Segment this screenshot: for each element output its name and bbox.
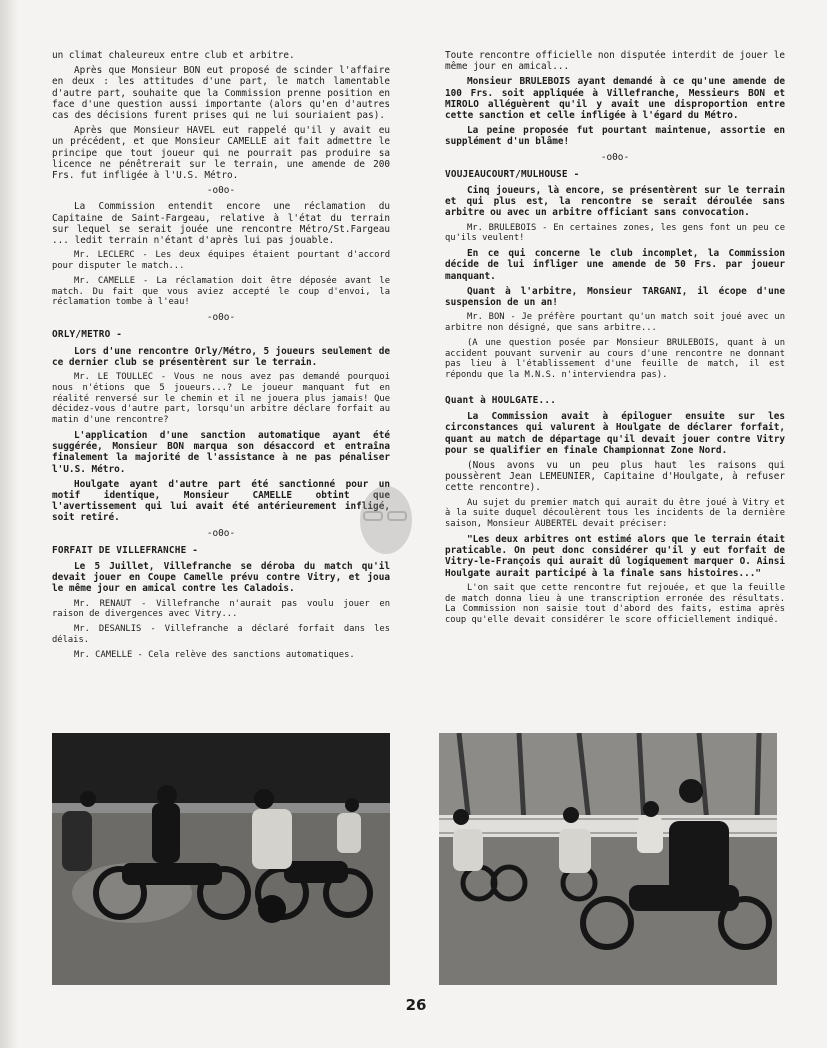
watermark-portrait (350, 478, 422, 568)
paragraph: Quant à l'arbitre, Monsieur TARGANI, il écope d'une suspension de un an! (445, 285, 785, 309)
paragraph: Mr. RENAUT - Villefranche n'aurait pas voulu jouer en raison de divergences avec Vitry... (52, 598, 390, 620)
paragraph: Lors d'une rencontre Orly/Métro, 5 joueurs seulement de ce dernier club se présentèrent sur le terrain. (52, 345, 390, 368)
paragraph: L'application d'une sanction automatique ayant été suggérée, Monsieur BON marqua son désaccord et entraîna finalement la majorité de l'assistance à ne pas pénaliser l'U.S. Métro. (52, 430, 390, 475)
photo-motoball-right (439, 733, 777, 985)
paragraph: Toute rencontre officielle non disputée interdit de jouer le même jour en amical... (445, 50, 785, 73)
paragraph: Mr. CAMELLE - Cela relève des sanctions automatiques. (74, 649, 355, 660)
paragraph: Mr. BRULEBOIS - En certaines zones, les gens font un peu ce qu'ils veulent! (445, 222, 785, 244)
paragraph: Mr. BON - Je préfère pourtant qu'un match soit joué avec un arbitre non désigné, que sans arbitre... (445, 312, 785, 334)
section-heading: ORLY/METRO - (52, 329, 123, 341)
paragraph: Au sujet du premier match qui aurait du être joué à Vitry et à la suite duquel découlèrent tous les incidents de la dernière saison, Monsieur AUBERTEL devait préciser: (445, 497, 785, 530)
paragraph: Mr. LECLERC - Les deux équipes étaient pourtant d'accord pour disputer le match... (52, 250, 390, 272)
paragraph: La peine proposée fut pourtant maintenue, assortie en supplément d'un blâme! (445, 125, 785, 148)
paragraph: Mr. DESANLIS - Villefranche a déclaré forfait dans les délais. (52, 624, 390, 646)
photo-motoball-left (52, 733, 390, 985)
separator: -o0o- (206, 527, 236, 539)
paragraph: La Commission avait à épiloguer ensuite sur les circonstances qui valurent à Houlgate de déclarer forfait, quant au match de départage qu'il devait jouer contre Vitry pour se qualifier en finale Championnat Zone Nord. (445, 411, 785, 456)
section-heading: Quant à HOULGATE... (445, 395, 557, 407)
page-edge-shadow (0, 0, 18, 1048)
paragraph: En ce qui concerne le club incomplet, la Commission décide de lui infliger une amende de 50 Frs. par joueur manquant. (445, 248, 785, 282)
paragraph: La Commission entendit encore une réclamation du Capitaine de Saint-Fargeau, relative à l'état du terrain sur lequel se serait jouée une rencontre Métro/St.Fargeau ... ledit terrain n'étant d'après lui pas jouable. (52, 201, 390, 247)
section-heading: FORFAIT DE VILLEFRANCHE - (52, 544, 199, 556)
paragraph: (Nous avons vu un peu plus haut les raisons qui poussèrent Jean LEMEUNIER, Capitaine d'Houlgate, à refuser cette rencontre). (445, 460, 785, 494)
left-column (52, 50, 390, 665)
paragraph: Après que Monsieur BON eut proposé de scinder l'affaire en deux : les attitudes d'une part, le match lamentable d'autre part, souhaite que la Commission prenne position en face d'une question aussi importante (alors qu'en d'autres cas des décisions furent prises qui ne lui souriaient pas). (52, 65, 390, 122)
page-number: 26 (405, 996, 427, 1014)
paragraph: Houlgate ayant d'autre part été sanctionné pour un motif identique, Monsieur CAMELLE obtint que l'avertissement qui lui avait été antérieurement infligé, soit retiré. (52, 478, 390, 524)
separator: -o0o- (206, 185, 236, 197)
separator: -o0o- (600, 151, 630, 163)
paragraph: "Les deux arbitres ont estimé alors que le terrain était praticable. On peut donc considérer qu'il y eut forfait de Vitry-le-François qui aurait dû logiquement marquer O. Ainsi Houlgate aurait participé à la finale sans histoires..." (445, 534, 785, 579)
separator: -o0o- (206, 312, 236, 324)
paragraph: Monsieur BRULEBOIS ayant demandé à ce qu'une amende de 100 Frs. soit appliquée à Villefranche, Messieurs BON et MIROLO alléguèrent qu'il y avait une disproportion entre cette sanction et celle infligée à l'égard du Métro. (445, 76, 785, 122)
paragraph: Mr. CAMELLE - La réclamation doit être déposée avant le match. Du fait que vous aviez accepté le coup d'envoi, la réclamation tombe à l'eau! (52, 275, 390, 308)
right-column (445, 50, 785, 630)
paragraph: (A une question posée par Monsieur BRULEBOIS, quant à un accident pouvant survenir au cours d'une rencontre ne donnant pas lieu à l'établissement d'une feuille de match, il est répondu que la M.N.S. n'interviendra pas). (445, 337, 785, 381)
paragraph: L'on sait que cette rencontre fut rejouée, et que la feuille de match donna lieu à une transcription erronée des résultats. La Commission non saisie tout d'abord des faits, estima après coup qu'elle devait considérer le score officiellement indiqué. (445, 582, 785, 626)
paragraph: un climat chaleureux entre club et arbitre. (52, 50, 295, 61)
section-heading: VOUJEAUCOURT/MULHOUSE - (445, 168, 580, 180)
paragraph: Cinq joueurs, là encore, se présentèrent sur le terrain et qui plus est, la rencontre se serait déroulée sans arbitre ou avec un arbitre officiant sans convocation. (445, 185, 785, 219)
paragraph: Après que Monsieur HAVEL eut rappelé qu'il y avait eu un précédent, et que Monsieur CAMELLE ait fait admettre le principe que tout joueur qui ne pourrait pas produire sa licence ne pénêtrerait sur le terrain, une amende de 200 Frs. fut infligée à l'U.S. Métro. (52, 125, 390, 182)
paragraph: Mr. LE TOULLEC - Vous ne nous avez pas demandé pourquoi nous n'étions que 5 joueurs...? Le joueur manquant fut en réalité renversé sur le chemin et il ne jouera plus jamais! Que décidez-vous d'autre part, lorsqu'un arbitre déclare forfait au matin d'une rencontre? (52, 372, 390, 426)
paragraph: Le 5 Juillet, Villefranche se déroba du match qu'il devait jouer en Coupe Camelle prévu contre Vitry, et joua le même jour en amical contre les Caladois. (52, 561, 390, 595)
